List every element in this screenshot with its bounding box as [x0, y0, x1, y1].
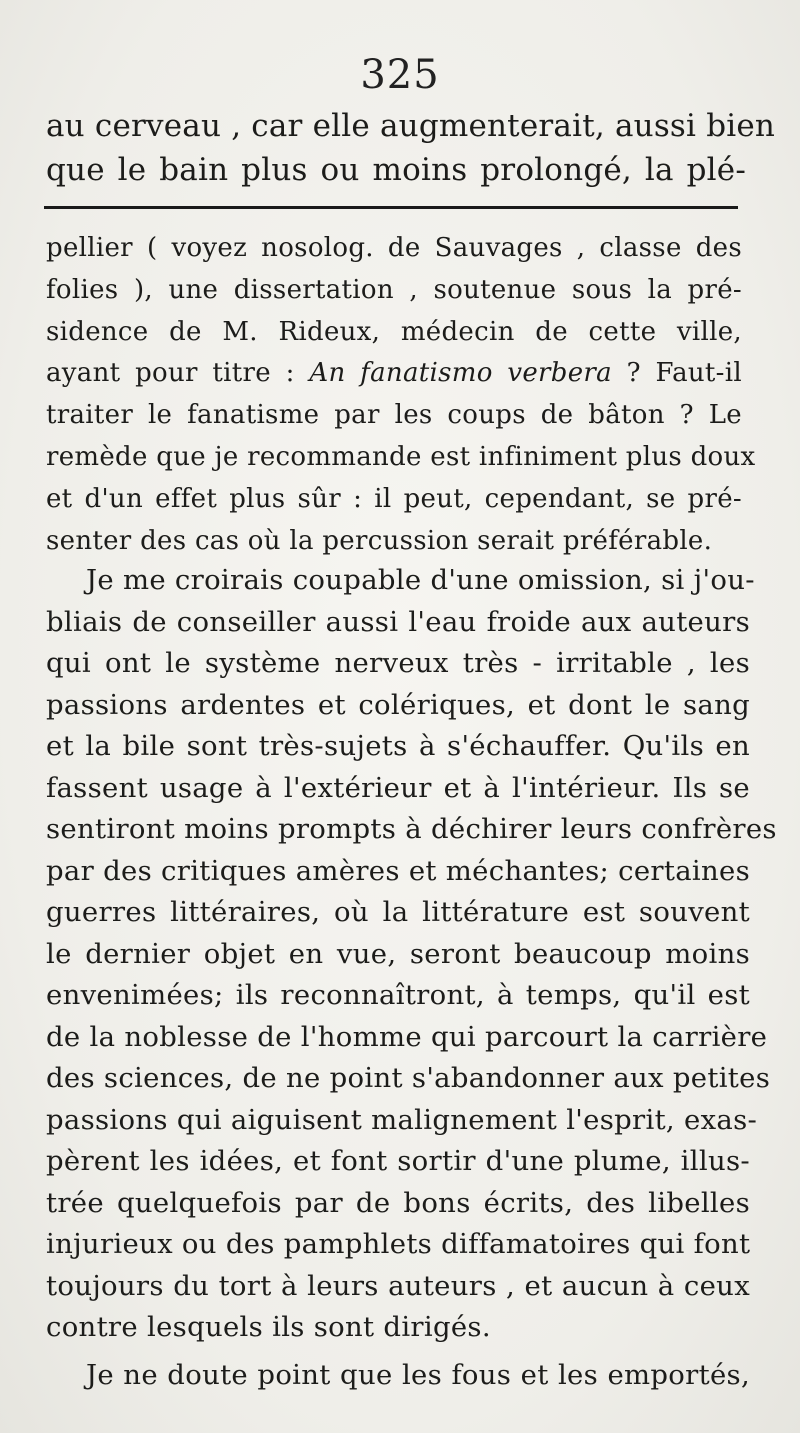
footnote-line: traiter le fanatisme par les coups de bâton ? Le	[46, 400, 742, 431]
body-line: trée quelquefois par de bons écrits, des libelles	[46, 1186, 750, 1219]
body-line: des sciences, de ne point s'abandonner aux petites	[46, 1062, 771, 1094]
main-text-continuation	[46, 104, 776, 192]
latin-title: An fanatismo verbera	[309, 358, 612, 389]
body-line: le dernier objet en vue, seront beaucoup moins	[46, 937, 750, 970]
footnote-line: pellier ( voyez nosolog. de Sauvages , classe des	[46, 233, 742, 263]
footnote-text: ? Faut-il	[611, 358, 742, 389]
body-line: fassent usage à l'extérieur et à l'intérieur. Ils se	[46, 771, 750, 804]
body-line: toujours du tort à leurs auteurs , et aucun à ceux	[46, 1269, 750, 1302]
body-line: guerres littéraires, où la littérature est souvent	[46, 896, 750, 928]
page-number: 325	[360, 52, 440, 98]
body-paragraphs	[46, 560, 777, 1396]
body-line: qui ont le système nerveux très - irritable , les	[46, 647, 750, 679]
body-line: passions ardentes et colériques, et dont le sang	[46, 688, 750, 721]
paragraph-first-line: Je me croirais coupable d'une omission, si j'ou-	[86, 564, 755, 596]
paragraph-first-line: Je ne doute point que les fous et les emportés,	[86, 1358, 750, 1391]
text-line: au cerveau , car elle augmenterait, aussi bien	[46, 108, 776, 144]
text-line: que le bain plus ou moins prolongé, la plé-	[46, 152, 746, 188]
footnote-block	[46, 228, 756, 562]
body-line: injurieux ou des pamphlets diffamatoires qui font	[46, 1228, 751, 1260]
body-line: bliais de conseiller aussi l'eau froide aux auteurs	[46, 605, 750, 638]
body-line: sentiront moins prompts à déchirer leurs confrères	[46, 813, 777, 845]
body-line: pèrent les idées, et font sortir d'une plume, illus-	[46, 1145, 750, 1177]
body-line: et la bile sont très-sujets à s'échauffer. Qu'ils en	[46, 730, 750, 762]
footnote-text: ayant pour titre :	[46, 358, 310, 389]
body-line: par des critiques amères et méchantes; certaines	[46, 854, 750, 887]
body-line: passions qui aiguisent malignement l'esprit, exas-	[46, 1103, 758, 1136]
body-line: contre lesquels ils sont dirigés.	[46, 1311, 491, 1343]
footnote-line: remède que je recommande est infiniment plus doux	[46, 441, 756, 472]
footnote-line: sidence de M. Rideux, médecin de cette ville,	[46, 316, 742, 347]
footnote-separator-rule	[44, 206, 738, 209]
footnote-line: et d'un effet plus sûr : il peut, cependant, se pré-	[46, 483, 742, 514]
footnote-line	[46, 353, 742, 395]
footnote-line: senter des cas où la percussion serait préférable.	[46, 525, 713, 556]
body-line: envenimées; ils reconnaîtront, à temps, qu'il est	[46, 979, 750, 1011]
body-line: de la noblesse de l'homme qui parcourt la carrière	[46, 1020, 768, 1053]
footnote-line: folies ), une dissertation , soutenue sous la pré-	[46, 274, 742, 305]
